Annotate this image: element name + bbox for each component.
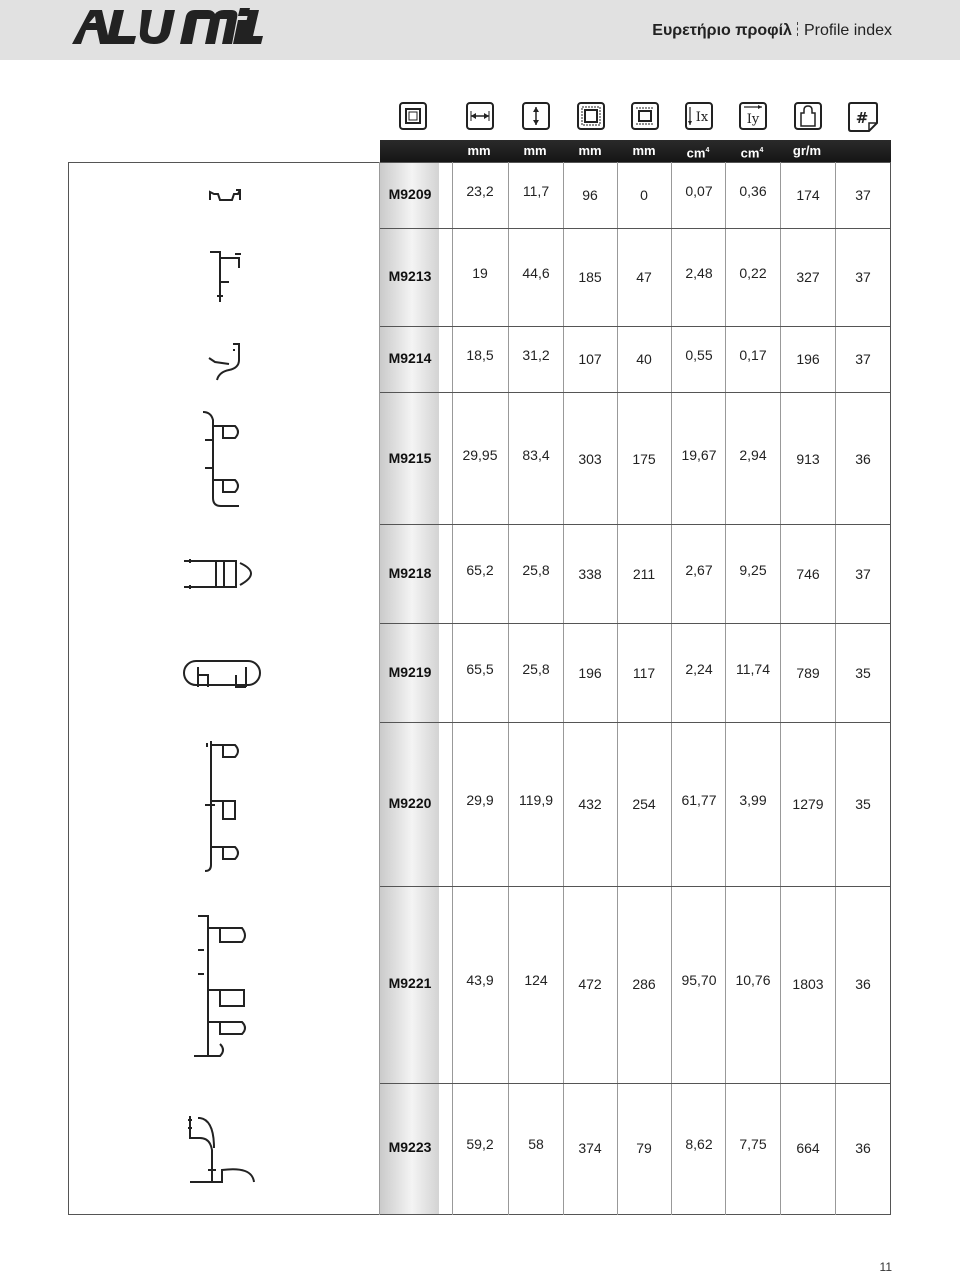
profile-drawing-m9223 (180, 1110, 265, 1190)
table-cell: 789 (796, 665, 820, 681)
profile-drawing-m9213 (205, 248, 245, 308)
table-cell: 79 (636, 1140, 652, 1156)
table-cell: 65,5 (466, 661, 494, 677)
profile-drawing-m9214 (205, 340, 250, 385)
table-cell: 2,48 (685, 265, 713, 281)
table-cell: 37 (855, 269, 871, 285)
ix-inertia-icon (685, 102, 713, 130)
table-cell: 31,2 (522, 347, 550, 363)
table-cell: 65,2 (466, 562, 494, 578)
table-cell: 37 (855, 187, 871, 203)
svg-text:#: # (855, 109, 869, 127)
title-greek: Ευρετήριο προφίλ (652, 22, 792, 39)
column-divider (508, 162, 509, 1215)
table-cell: 913 (796, 451, 820, 467)
table-cell: 11,7 (522, 183, 550, 199)
width-dimension-icon (466, 102, 494, 130)
column-divider (671, 162, 672, 1215)
table-cell: 196 (796, 351, 820, 367)
unit-weight: gr/m (792, 143, 822, 158)
row-divider (380, 722, 891, 723)
table-cell: 1279 (792, 796, 824, 812)
row-divider (380, 1083, 891, 1084)
unit-inner: mm (632, 143, 656, 158)
table-cell: 664 (796, 1140, 820, 1156)
profile-code: M9218 (388, 565, 432, 581)
table-cell: 119,9 (519, 792, 553, 808)
table-cell: 37 (855, 566, 871, 582)
table-cell: 19,67 (681, 447, 717, 463)
profile-drawing-m9209 (200, 180, 250, 210)
table-cell: 2,67 (685, 562, 713, 578)
profile-drawing-m9221 (190, 910, 255, 1065)
svg-text:Ix: Ix (695, 110, 709, 125)
column-divider (835, 162, 836, 1215)
table-cell: 10,76 (735, 972, 771, 988)
table-cell: 58 (528, 1136, 544, 1152)
title-english: Profile index (803, 22, 892, 39)
hash-icon (848, 102, 876, 130)
title-separator (797, 22, 799, 36)
alumil-logo (68, 6, 263, 46)
unit-outer: mm (578, 143, 602, 158)
outer-frame-icon (399, 102, 427, 130)
table-cell: 83,4 (522, 447, 550, 463)
profile-code: M9213 (388, 268, 432, 284)
page-title (652, 22, 892, 40)
svg-text:Iy: Iy (746, 112, 760, 127)
table-cell: 29,95 (462, 447, 498, 463)
table-cell: 11,74 (736, 661, 770, 677)
column-divider (725, 162, 726, 1215)
table-cell: 0 (640, 187, 648, 203)
table-cell: 59,2 (466, 1136, 494, 1152)
table-cell: 254 (632, 796, 656, 812)
unit-ix: $cm^4$ (686, 145, 710, 161)
table-cell: 2,94 (739, 447, 767, 463)
table-cell: 3,99 (739, 792, 767, 808)
profile-code: M9221 (388, 975, 432, 991)
profile-drawing-m9220 (195, 735, 250, 875)
table-cell: 124 (524, 972, 548, 988)
table-cell: 374 (578, 1140, 602, 1156)
table-cell: 25,8 (522, 661, 550, 677)
table-cell: 175 (632, 451, 656, 467)
section-frame-icon (631, 102, 659, 130)
profile-code: M9223 (388, 1139, 432, 1155)
column-divider (780, 162, 781, 1215)
table-cell: 107 (578, 351, 602, 367)
profile-code: M9219 (388, 664, 432, 680)
row-divider (380, 524, 891, 525)
profile-drawing-m9215 (195, 408, 250, 513)
table-cell: 95,70 (681, 972, 717, 988)
table-cell: 36 (855, 1140, 871, 1156)
table-cell: 18,5 (466, 347, 494, 363)
table-cell: 43,9 (466, 972, 494, 988)
table-cell: 19 (472, 265, 488, 281)
profile-code: M9209 (388, 186, 432, 202)
profile-code: M9220 (388, 795, 432, 811)
page-number: 11 (879, 1260, 892, 1274)
table-cell: 0,22 (739, 265, 767, 281)
height-dimension-icon (522, 102, 550, 130)
table-cell: 286 (632, 976, 656, 992)
iy-inertia-icon (739, 102, 767, 130)
table-cell: 185 (578, 269, 602, 285)
table-cell: 472 (578, 976, 602, 992)
table-cell: 8,62 (685, 1136, 713, 1152)
unit-iy: $cm^4$ (740, 145, 764, 161)
table-cell: 196 (578, 665, 602, 681)
table-cell: 35 (855, 665, 871, 681)
table-cell: 25,8 (522, 562, 550, 578)
table-cell: 96 (582, 187, 598, 203)
table-cell: 746 (796, 566, 820, 582)
table-cell: 37 (855, 351, 871, 367)
unit-height: mm (523, 143, 547, 158)
table-cell: 0,17 (739, 347, 767, 363)
unit-width: mm (467, 143, 491, 158)
table-cell: 61,77 (681, 792, 717, 808)
table-cell: 303 (578, 451, 602, 467)
column-divider (563, 162, 564, 1215)
table-cell: 432 (578, 796, 602, 812)
table-cell: 35 (855, 796, 871, 812)
row-divider (380, 326, 891, 327)
units-header-row (380, 140, 891, 162)
profile-drawing-m9218 (180, 555, 265, 595)
table-cell: 0,07 (685, 183, 713, 199)
table-cell: 0,36 (739, 183, 767, 199)
row-divider (380, 886, 891, 887)
table-cell: 29,9 (466, 792, 494, 808)
inner-frame-icon (577, 102, 605, 130)
table-cell: 1803 (792, 976, 824, 992)
column-divider (617, 162, 618, 1215)
profile-code: M9215 (388, 450, 432, 466)
table-cell: 174 (796, 187, 820, 203)
table-cell: 0,55 (685, 347, 713, 363)
table-cell: 40 (636, 351, 652, 367)
table-cell: 7,75 (739, 1136, 767, 1152)
weight-icon (794, 102, 822, 130)
column-divider (452, 162, 453, 1215)
profile-drawing-m9219 (180, 655, 265, 695)
table-cell: 327 (796, 269, 820, 285)
row-divider (380, 228, 891, 229)
row-divider (380, 623, 891, 624)
table-cell: 211 (632, 566, 656, 582)
table-cell: 44,6 (522, 265, 550, 281)
table-cell: 36 (855, 976, 871, 992)
table-cell: 338 (578, 566, 602, 582)
table-cell: 23,2 (466, 183, 494, 199)
table-cell: 2,24 (685, 661, 713, 677)
table-cell: 9,25 (739, 562, 767, 578)
table-cell: 117 (632, 665, 656, 681)
column-divider (379, 162, 380, 1215)
profile-code: M9214 (388, 350, 432, 366)
page-header (0, 0, 960, 60)
table-cell: 47 (636, 269, 652, 285)
row-divider (380, 392, 891, 393)
table-cell: 36 (855, 451, 871, 467)
